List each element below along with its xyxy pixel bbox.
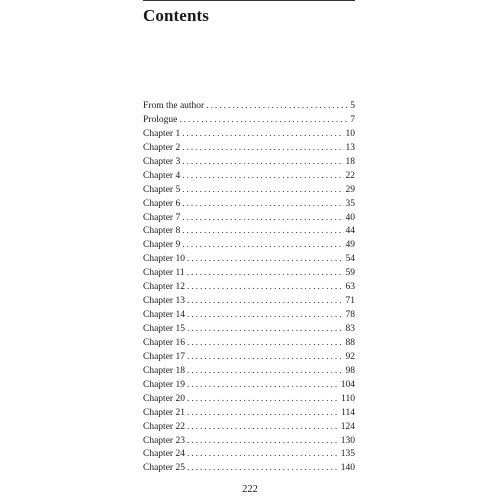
toc-entry[interactable] (143, 281, 355, 295)
toc-leader-dots (187, 435, 339, 449)
toc-entry[interactable] (143, 184, 355, 198)
toc-entry-label: Chapter 25 (143, 463, 185, 474)
toc-entry-label: Chapter 2 (143, 142, 181, 153)
toc-entry-page: 114 (341, 407, 355, 418)
toc-entry-label: Chapter 1 (143, 128, 181, 139)
toc-entry[interactable] (143, 100, 355, 114)
toc-leader-dots (182, 198, 343, 212)
toc-entry-page: 7 (350, 114, 355, 125)
toc-leader-dots (187, 407, 339, 421)
toc-entry[interactable] (143, 351, 355, 365)
toc-leader-dots (187, 337, 344, 351)
toc-entry-label: Chapter 10 (143, 254, 185, 265)
toc-entry[interactable] (143, 365, 355, 379)
page-number: 222 (242, 484, 258, 495)
toc-leader-dots (182, 212, 343, 226)
toc-entry-label: Chapter 4 (143, 170, 181, 181)
toc-entry-page: 54 (345, 254, 355, 265)
toc-leader-dots (182, 170, 343, 184)
toc-entry[interactable] (143, 407, 355, 421)
toc-leader-dots (182, 225, 343, 239)
toc-entry-label: Chapter 16 (143, 337, 185, 348)
toc-entry-label: Chapter 3 (143, 156, 181, 167)
toc-entry-label: Chapter 17 (143, 351, 185, 362)
toc-leader-dots (187, 393, 339, 407)
toc-entry[interactable] (143, 142, 355, 156)
page-title: Contents (143, 6, 209, 25)
toc-entry-label: Chapter 6 (143, 198, 181, 209)
toc-entry-label: Chapter 23 (143, 435, 185, 446)
toc-entry-label: Chapter 13 (143, 296, 185, 307)
toc-entry-label: Chapter 18 (143, 365, 185, 376)
toc-leader-dots (187, 379, 339, 393)
toc-entry-label: Chapter 22 (143, 421, 185, 432)
toc-entry[interactable] (143, 337, 355, 351)
toc-entry-page: 104 (340, 379, 355, 390)
toc-entry[interactable] (143, 393, 355, 407)
toc-entry[interactable] (143, 435, 355, 449)
toc-leader-dots (187, 421, 339, 435)
toc-entry-label: Chapter 9 (143, 240, 181, 251)
toc-entry-page: 5 (350, 101, 355, 111)
toc-entry-label: Chapter 15 (143, 324, 185, 334)
toc-leader-dots (187, 323, 344, 337)
toc-entry-label: Chapter 8 (143, 226, 181, 237)
toc-entry-page: 22 (345, 170, 355, 181)
toc-entry-page: 59 (345, 268, 355, 279)
toc-entry-label: Chapter 20 (143, 393, 185, 404)
toc-leader-dots (187, 309, 344, 323)
toc-entry-label: Prologue (143, 114, 178, 125)
table-of-contents (143, 100, 355, 476)
top-rule (143, 0, 355, 1)
toc-entry-page: 135 (340, 449, 355, 460)
toc-entry[interactable] (143, 225, 355, 239)
toc-entry[interactable] (143, 309, 355, 323)
toc-entry-page: 83 (345, 324, 355, 334)
toc-entry-page: 92 (345, 351, 355, 362)
toc-entry-label: Chapter 7 (143, 212, 181, 223)
toc-entry[interactable] (143, 156, 355, 170)
toc-leader-dots (182, 184, 343, 198)
toc-entry-label: Chapter 11 (143, 268, 185, 279)
toc-entry-page: 110 (341, 393, 355, 404)
toc-entry-page: 63 (345, 282, 355, 293)
toc-entry-label: Chapter 14 (143, 310, 185, 321)
toc-entry-page: 29 (345, 184, 355, 195)
toc-entry[interactable] (143, 295, 355, 309)
toc-entry[interactable] (143, 212, 355, 226)
toc-entry-page: 71 (345, 296, 355, 307)
toc-leader-dots (179, 114, 348, 128)
toc-entry-page: 13 (345, 142, 355, 153)
toc-entry-label: Chapter 5 (143, 184, 181, 195)
toc-leader-dots (187, 462, 339, 476)
toc-leader-dots (187, 365, 344, 379)
toc-entry-page: 40 (345, 212, 355, 223)
toc-entry[interactable] (143, 253, 355, 267)
toc-entry-label: Chapter 19 (143, 379, 185, 390)
toc-entry-label: Chapter 21 (143, 407, 185, 418)
toc-entry-label: Chapter 24 (143, 449, 185, 460)
toc-entry-page: 18 (345, 156, 355, 167)
toc-entry[interactable] (143, 128, 355, 142)
toc-entry[interactable] (143, 170, 355, 184)
toc-entry[interactable] (143, 379, 355, 393)
toc-entry-label: Chapter 12 (143, 282, 185, 293)
toc-entry[interactable] (143, 267, 355, 281)
toc-leader-dots (182, 142, 343, 156)
toc-entry-page: 78 (345, 310, 355, 321)
toc-leader-dots (187, 351, 344, 365)
toc-leader-dots (182, 128, 343, 142)
toc-entry-page: 130 (340, 435, 355, 446)
toc-leader-dots (187, 295, 344, 309)
toc-leader-dots (182, 156, 343, 170)
toc-leader-dots (187, 448, 339, 462)
toc-entry-label: From the author (143, 101, 205, 111)
toc-entry[interactable] (143, 421, 355, 435)
toc-entry[interactable] (143, 239, 355, 253)
toc-entry[interactable] (143, 462, 355, 476)
toc-entry-page: 44 (345, 226, 355, 237)
toc-leader-dots (187, 253, 344, 267)
toc-entry[interactable] (143, 323, 355, 337)
toc-entry[interactable] (143, 114, 355, 128)
toc-entry-page: 140 (340, 463, 355, 474)
toc-entry[interactable] (143, 198, 355, 212)
toc-entry-page: 49 (345, 240, 355, 251)
toc-entry-page: 35 (345, 198, 355, 209)
toc-leader-dots (182, 239, 343, 253)
toc-leader-dots (187, 281, 344, 295)
toc-entry-page: 10 (345, 128, 355, 139)
toc-entry-page: 88 (345, 337, 355, 348)
toc-leader-dots (206, 100, 348, 114)
toc-entry-page: 98 (345, 365, 355, 376)
toc-entry-page: 124 (340, 421, 355, 432)
toc-entry[interactable] (143, 448, 355, 462)
toc-leader-dots (187, 267, 344, 281)
